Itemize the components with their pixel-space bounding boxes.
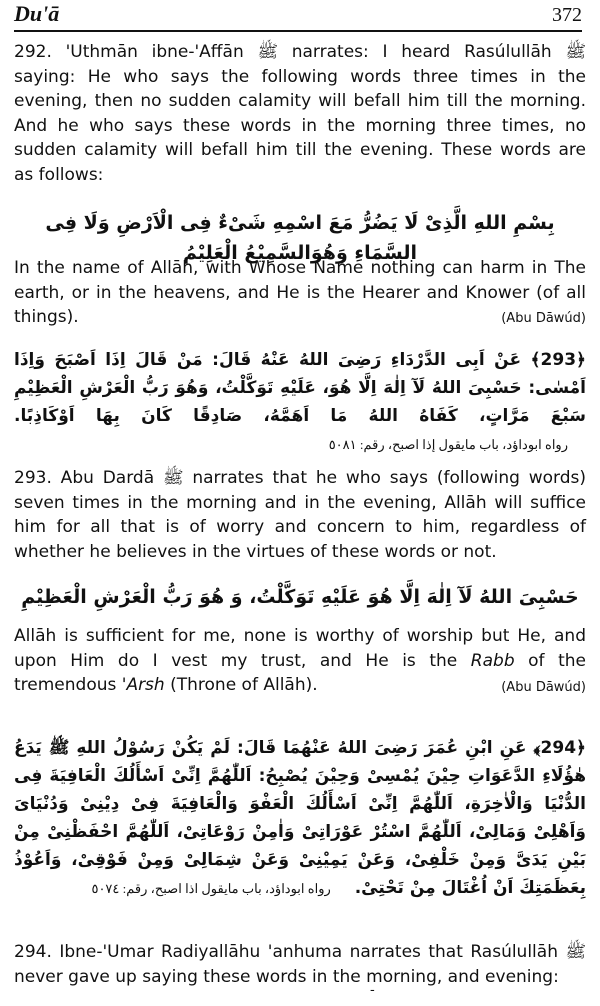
hadith-292-translation: In the name of Allāh, with Whose Name nothing can harm in The earth, or in the heavens, and He is the Hearer and Knower (of all things).	[14, 258, 586, 327]
chapter-title: Du'ā	[14, 1, 60, 26]
header-separator: -	[370, 982, 375, 998]
hadith-293-translation	[14, 624, 586, 698]
hadith-293-dua-arabic: حَسْبِىَ اللهُ لَآ اِلٰهَ اِلَّا هُوَ عَلَيْهِ تَوَكَّلْتُ، وَ هُوَ رَبُّ الْعَرْشِ الْعَظِيْمِ	[21, 586, 579, 608]
hadith-294-english: 294. Ibne-'Umar Radiyallāhu 'anhuma narrates that Rasúlullāh ﷺ never gave up saying these words in the morning, and evening:	[14, 942, 586, 987]
hadith-294-arabic-text: ﴿294﴾ عَنِ ابْنِ عُمَرَ رَضِیَ اللهُ عَنْهُمَا قَالَ: لَمْ يَكُنْ رَسُوْلُ اللهِ ﷺ يَدَعُ هٰؤُلَاءِ الدَّعَوَاتِ حِيْنَ يُمْسِىْ وَحِيْنَ يُصْبِحُ: اَللّٰهُمَّ اِنِّىْ اَسْأَلُكَ الْعَافِيَةَ فِى الدُّنْيَا وَالْاٰخِرَةِ، اَللّٰهُمَّ اِنِّىْ اَسْأَلُكَ الْعَفْوَ وَالْعَافِيَةَ فِىْ دِيْنِىْ وَدُنْيَاىَ وَاَهْلِىْ وَمَالِىْ، اَللّٰهُمَّ اسْتُرْ عَوْرَاتِىْ وَاٰمِنْ رَوْعَاتِىْ، اَللّٰهُمَّ احْفَظْنِىْ مِنْ بَيْنِ يَدَىَّ وَمِنْ خَلْفِىْ، وَعَنْ يَمِيْنِىْ وَعَنْ شِمَالِىْ وَمِنْ فَوْقِىْ، وَاَعُوْذُ بِعَظَمَتِكَ اَنْ اُغْتَالَ مِنْ تَحْتِىْ.	[14, 738, 586, 898]
page-number: 372	[552, 4, 582, 26]
hadith-292-arabic: بِسْمِ اللهِ الَّذِىْ لَا يَضُرُّ مَعَ اسْمِهِ شَیْءٌ فِى الْاَرْضِ وَلَا فِى السَّمَاءِ وَهُوَالسَّمِيْعُ الْعَلِيْمُ	[45, 212, 555, 264]
page-header	[14, 0, 582, 32]
translation-part-3: (Throne of Allāh).	[164, 675, 318, 695]
hadith-292-source: (Abu Dāwúd)	[501, 311, 586, 326]
hadith-293-arabic	[14, 346, 586, 459]
translation-part-2: of the tremendous	[14, 650, 586, 695]
hadith-293-source: (Abu Dāwúd)	[501, 680, 586, 695]
term-arsh: 'Arsh	[121, 675, 165, 695]
hadith-294-arabic	[14, 734, 586, 903]
hadith-292-english: 292. 'Uthmān ibne-'Affān ﷺ narrates: I heard Rasúlullāh ﷺ saying: He who says the following words three times in the evening, then no sudden calamity will befall him till the morning. And he who says these words in the morning three times, no sudden calamity will befall him till the evening. These words are as follows:	[14, 42, 586, 185]
translation-part-1: Allāh is sufficient for me, none is worthy of worship but He, and upon Him do I vest my trust, and He is the	[14, 626, 586, 671]
hadith-293-english: 293. Abu Dardā ﷺ narrates that he who says (following words) seven times in the morning and in the evening, Allāh will suffice him for all that is of worry and concern to him, regardless of whether he believes in the virtues of these words or not.	[14, 468, 586, 562]
term-rabb: Rabb	[470, 650, 515, 671]
hadith-293-reference: رواه ابوداؤد، باب مايقول إذا اصبح، رقم: ٥٠٨١	[328, 437, 568, 452]
hadith-294-reference: رواه ابوداؤد، باب مايقول اذا اصبح، رقم: ٥٠٧٤	[91, 881, 331, 896]
hadith-293-arabic-text: ﴿293﴾ عَنْ اَبِى الدَّرْدَاءِ رَضِیَ اللهُ عَنْهُ قَالَ: مَنْ قَالَ اِذَا اَصْبَحَ وَاِذَا اَمْسٰى: حَسْبِىَ اللهُ لَآ اِلٰهَ اِلَّا هُوَ، عَلَيْهِ تَوَكَّلْتُ، وَهُوَ رَبُّ الْعَرْشِ الْعَظِيْمِ سَبْعَ مَرَّاتٍ، كَفَاهُ اللهُ مَا اَهَمَّهُ، صَادِقًا كَانَ بِهَا اَوْكَاذِبًا.	[14, 350, 586, 426]
